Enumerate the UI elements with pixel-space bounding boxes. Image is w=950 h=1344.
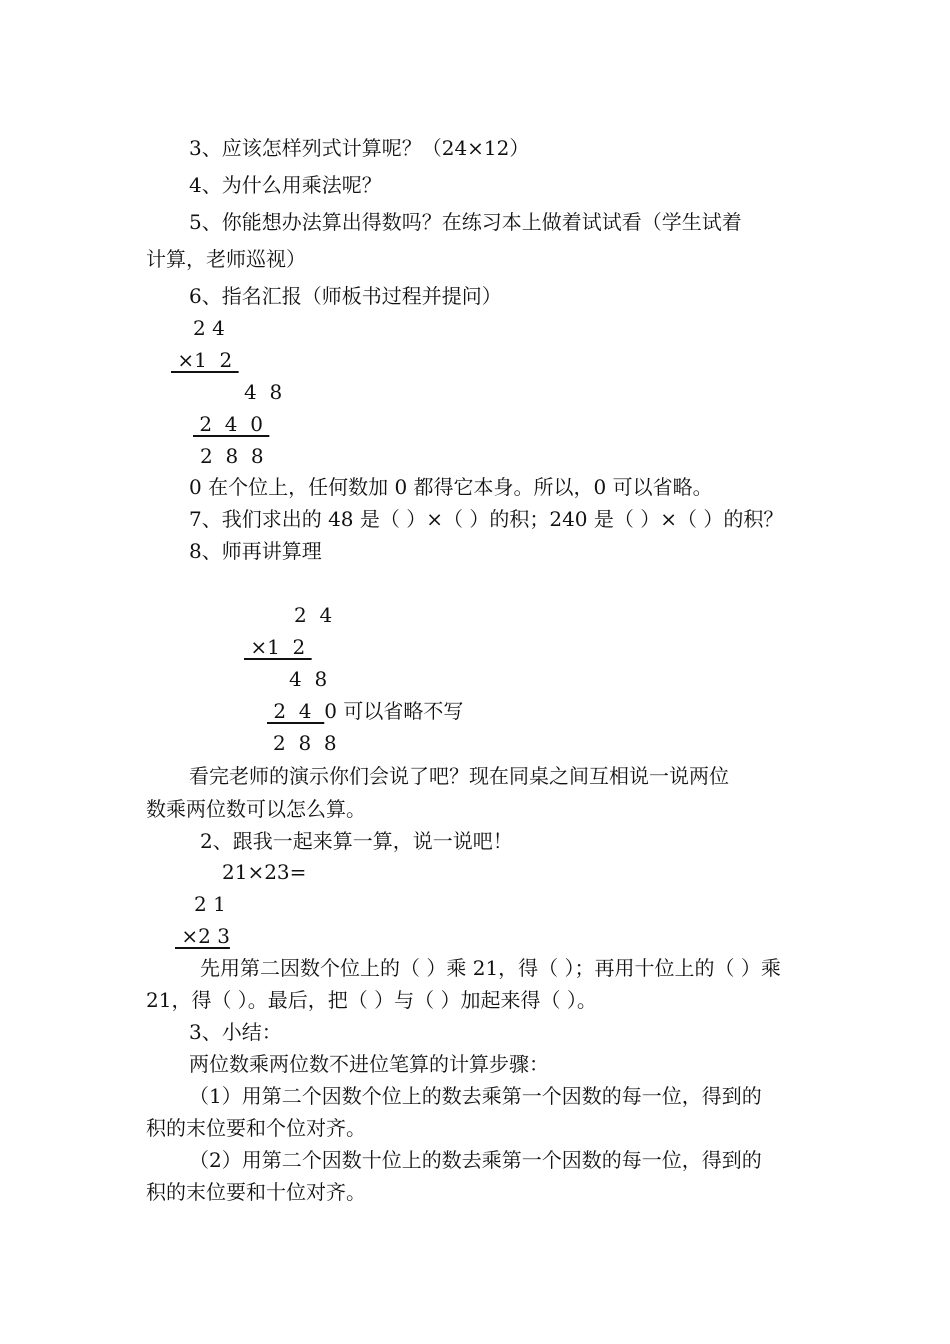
zero-note: 0 在个位上，任何数加 0 都得它本身。所以，0 可以省略。 — [189, 475, 713, 499]
summary-heading: 3、小结： — [189, 1020, 282, 1044]
question-4: 4、为什么用乘法呢？ — [189, 173, 382, 197]
steps-title: 两位数乘两位数不进位笔算的计算步骤： — [189, 1052, 549, 1076]
calc2-result: 2 8 8 — [273, 731, 337, 755]
calc1-partial-product-2: 2 4 0 — [193, 412, 270, 436]
calc2-partial-product-2: 2 4 — [267, 699, 325, 723]
after-demo-line-2: 数乘两位数可以怎么算。 — [146, 797, 366, 821]
question-5-line-1: 5、你能想办法算出得数吗？在练习本上做着试试看（学生试着 — [189, 210, 742, 234]
calc1-partial-product-1: 4 8 — [244, 380, 283, 404]
calc1-multiplicand: 2 4 — [193, 316, 225, 340]
calc3-multiplicand: 2 1 — [194, 892, 226, 916]
fill-in-line-1: 先用第二因数个位上的（ ）乘 21，得（ ）；再用十位上的（ ）乘 — [200, 956, 781, 980]
section-2-heading: 2、跟我一起来算一算，说一说吧！ — [200, 829, 513, 853]
calc2-multiplier: ×1 2 — [244, 635, 312, 659]
calc2-partial-product-2-note: 0 可以省略不写 — [324, 699, 464, 723]
calc3-multiplier: ×2 3 — [175, 924, 230, 948]
question-3: 3、应该怎样列式计算呢？（24×12） — [189, 136, 530, 160]
calc2-multiplicand: 2 4 — [294, 603, 333, 627]
calc1-multiplier: ×1 2 — [171, 348, 239, 372]
expression-21x23: 21×23= — [222, 860, 307, 884]
step-1-line-1: （1）用第二个因数个位上的数去乘第一个因数的每一位，得到的 — [189, 1084, 762, 1108]
calc2-partial-product-1: 4 8 — [289, 667, 328, 691]
after-demo-line-1: 看完老师的演示你们会说了吧？现在同桌之间互相说一说两位 — [189, 764, 729, 788]
question-5-line-2: 计算，老师巡视） — [146, 247, 306, 271]
step-2-line-1: （2）用第二个因数十位上的数去乘第一个因数的每一位，得到的 — [189, 1148, 762, 1172]
question-6: 6、指名汇报（师板书过程并提问） — [189, 284, 502, 308]
calc1-result: 2 8 8 — [200, 444, 264, 468]
question-8: 8、师再讲算理 — [189, 539, 322, 563]
step-1-line-2: 积的末位要和个位对齐。 — [146, 1116, 366, 1140]
fill-in-line-2: 21，得（ ）。最后，把（ ）与（ ）加起来得（ ）。 — [146, 988, 597, 1012]
calc2-partial-product-2-row — [267, 697, 463, 725]
question-7: 7、我们求出的 48 是（ ）×（ ）的积；240 是（ ）×（ ）的积？ — [189, 507, 784, 531]
step-2-line-2: 积的末位要和十位对齐。 — [146, 1180, 366, 1204]
